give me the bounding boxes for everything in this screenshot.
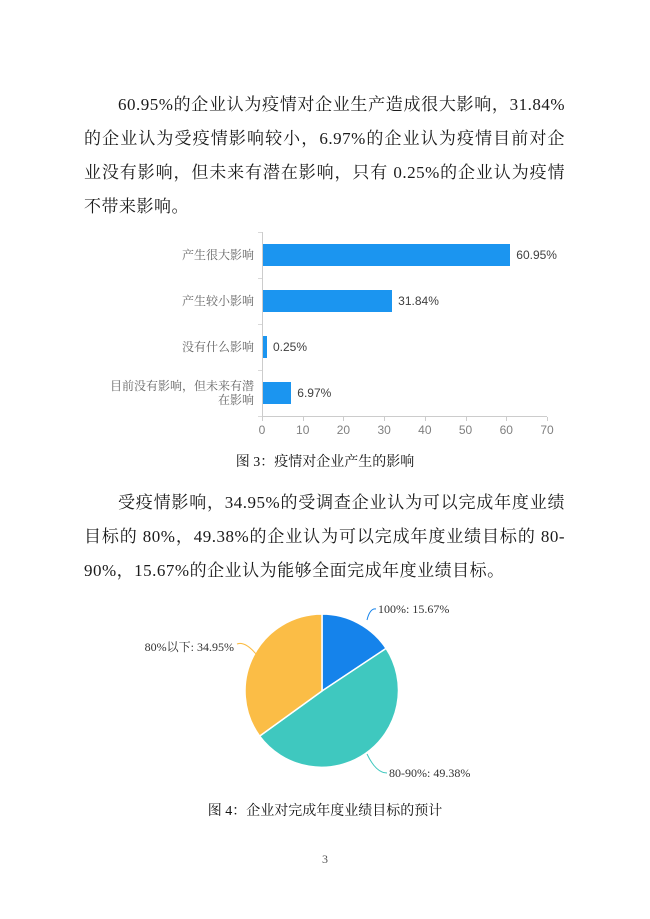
pie-chart-svg [87, 596, 553, 792]
bar-chart [99, 232, 559, 438]
y-axis-tick [258, 324, 262, 325]
y-axis-tick [258, 278, 262, 279]
pie-slice-label: 100%: 15.67% [378, 602, 450, 616]
x-axis-tick-label: 40 [418, 423, 432, 437]
pie-leader-line [367, 609, 376, 620]
x-axis-tick-label: 20 [336, 423, 351, 437]
x-axis-tick [343, 417, 344, 421]
pie-chart [87, 596, 553, 792]
x-axis-tick [506, 417, 507, 421]
bar [263, 244, 510, 266]
bar-chart-rows [99, 232, 559, 416]
pie-slice-label: 80-90%: 49.38% [389, 766, 471, 780]
bar-plot [262, 232, 557, 278]
bar-row [99, 278, 559, 324]
x-axis-tick-label: 10 [296, 423, 310, 437]
bar-value-label: 6.97% [297, 386, 332, 400]
x-axis-tick [303, 417, 304, 421]
x-axis-tick-label: 0 [258, 423, 266, 437]
x-axis-tick [384, 417, 385, 421]
paragraph-impact-stats: 60.95%的企业认为疫情对企业生产造成很大影响，31.84%的企业认为受疫情影响较小，6.97%的企业认为疫情目前对企业没有影响，但未来有潜在影响，只有 0.25%的企业认为疫情不带来影响。 [84, 95, 565, 216]
bar-plot [262, 324, 547, 370]
y-axis-tick [258, 370, 262, 371]
x-axis-tick [547, 417, 548, 421]
pie-leader-line [237, 643, 256, 654]
x-axis-tick-label: 30 [377, 423, 391, 437]
bar [263, 336, 267, 358]
bar-row [99, 370, 559, 416]
bar [263, 290, 392, 312]
figure-3-caption: 图 3：疫情对企业产生的影响 [235, 455, 415, 470]
bar-value-label: 31.84% [398, 294, 439, 308]
x-axis-tick [466, 417, 467, 421]
pie-leader-line [367, 754, 387, 773]
x-axis-tick [425, 417, 426, 421]
x-axis-tick-label: 50 [458, 423, 473, 437]
bar-row [99, 232, 559, 278]
x-axis-tick-label: 60 [499, 423, 513, 437]
bar [263, 382, 291, 404]
bar-category-label: 产生较小影响 [181, 294, 254, 308]
bar-chart-x-ticklabels [258, 422, 554, 438]
bar-category-label: 产生很大影响 [181, 248, 254, 262]
figure-4-caption: 图 4：企业对完成年度业绩目标的预计 [207, 804, 443, 819]
x-axis-tick-label: 70 [540, 423, 554, 437]
paragraph-target-stats: 受疫情影响，34.95%的受调查企业认为可以完成年度业绩目标的 80%，49.38%的企业认为可以完成年度业绩目标的 80-90%，15.67%的企业认为能够全面完成年度业绩目标。 [84, 493, 565, 580]
bar-value-label: 0.25% [273, 340, 308, 354]
pie-slice-label: 80%以下: 34.95% [144, 640, 234, 654]
bar-value-label: 60.95% [516, 248, 557, 262]
page-number: 3 [322, 852, 328, 866]
bar-plot [262, 278, 547, 324]
bar-plot [262, 370, 547, 416]
bar-row [99, 324, 559, 370]
x-axis-tick [262, 417, 263, 421]
bar-category-label: 目前没有影响，但未来有潜在影响 [109, 379, 254, 407]
y-axis-tick [258, 232, 262, 233]
bar-category-label: 没有什么影响 [181, 340, 254, 354]
